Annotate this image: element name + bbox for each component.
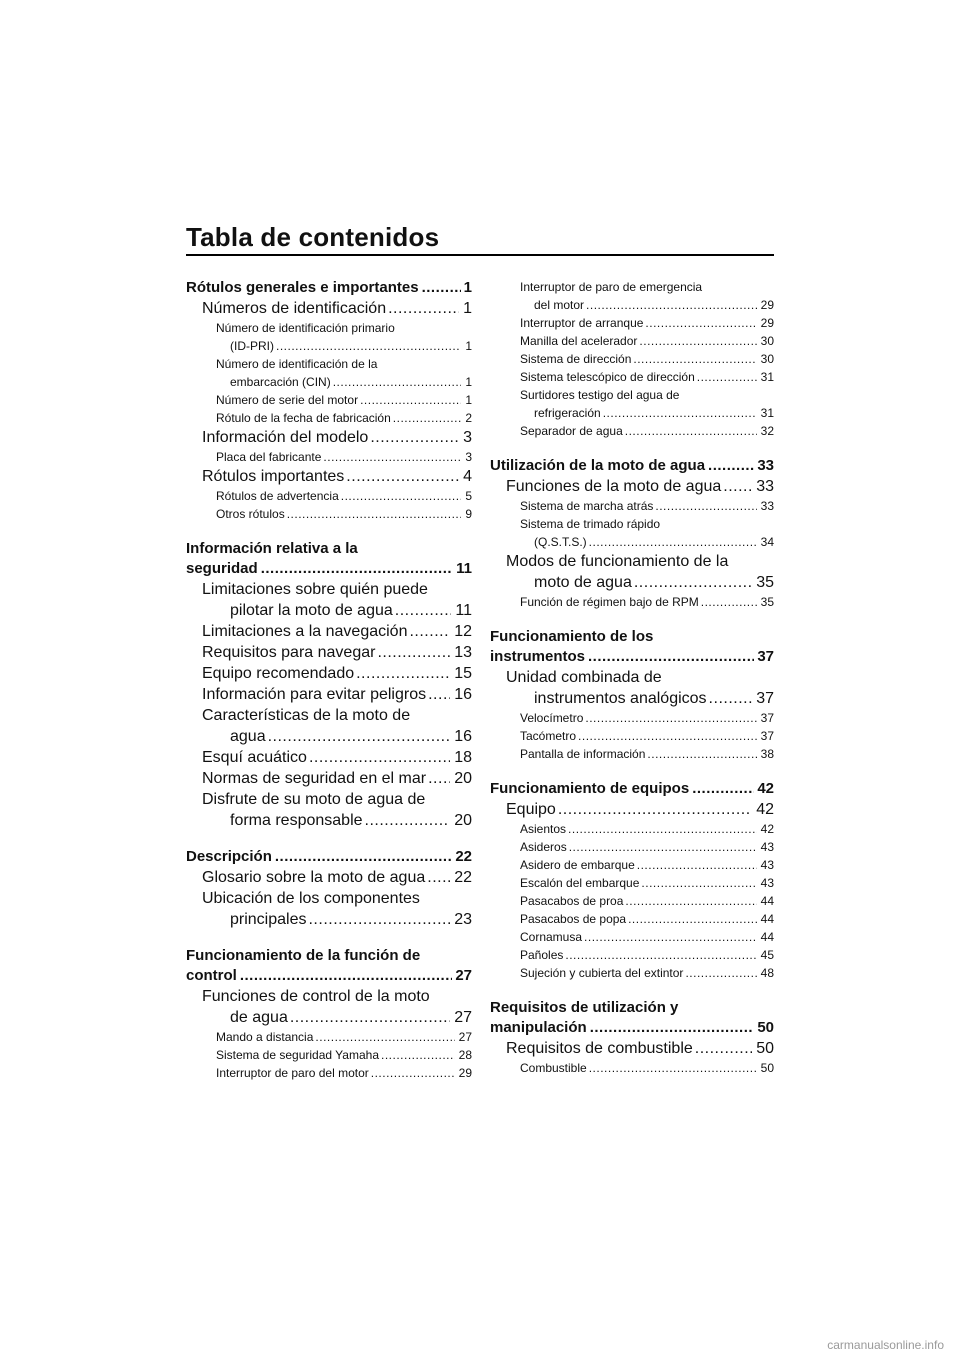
toc-entry-text: manipulación [490,1019,587,1036]
dot-leader [655,497,756,515]
page-number: 45 [760,948,774,962]
page-number: 29 [760,316,774,330]
toc-entry-text: Equipo [506,801,556,818]
toc-entry[interactable] [186,663,472,684]
dot-leader [370,427,459,448]
toc-entry-text: (Q.S.T.S.) [534,535,587,549]
page-number: 29 [458,1066,472,1080]
page-number: 31 [760,370,774,384]
page-number: 37 [760,729,774,743]
toc-entry-text: Requisitos para navegar [202,644,376,661]
toc-subentry[interactable] [490,314,774,332]
toc-entry-text: Manilla del acelerador [520,334,638,348]
toc-entry-text-line: Información relativa a la [186,540,358,557]
toc-entry-text: seguridad [186,560,258,577]
dot-leader [603,404,757,422]
toc-entry[interactable] [186,888,472,930]
dot-leader [590,1018,755,1038]
toc-entry[interactable] [186,768,472,789]
toc-entry[interactable] [490,551,774,593]
toc-entry-text: Velocímetro [520,711,584,725]
toc-subentry[interactable] [490,422,774,440]
page-number: 30 [760,334,774,348]
page-number: 33 [757,457,774,474]
page-number: 31 [760,406,774,420]
page-number: 27 [455,967,472,984]
toc-entry[interactable] [186,684,472,705]
page-number: 3 [463,429,472,446]
dot-leader [569,838,757,856]
dot-leader [365,810,451,831]
page-number: 15 [454,665,472,682]
toc-entry-text: Pasacabos de proa [520,894,624,908]
dot-leader [381,1046,455,1064]
page-number: 27 [458,1030,472,1044]
toc-subentry[interactable] [490,745,774,763]
toc-entry-text: Rótulo de la fecha de fabricación [216,411,391,425]
toc-entry-text: Utilización de la moto de agua [490,457,706,474]
dot-leader [395,600,452,621]
toc-subentry[interactable] [490,1059,774,1077]
page-number: 20 [454,812,472,829]
toc-subentry[interactable] [490,856,774,874]
toc-entry[interactable] [186,427,472,448]
page-number: 29 [760,298,774,312]
toc-subentry[interactable] [490,350,774,368]
toc-entry[interactable] [186,705,472,747]
toc-entry-text-line: Funcionamiento de la función de [186,947,421,964]
toc-entry-text: Interruptor de paro del motor [216,1066,369,1080]
page-number: 48 [760,966,774,980]
dot-leader [428,684,450,705]
dot-leader [639,332,756,350]
toc-entry-text: Asideros [520,840,567,854]
toc-entry-text-line: Disfrute de su moto de agua de [202,791,426,808]
page-number: 28 [458,1048,472,1062]
page-number: 42 [756,801,774,818]
toc-entry-text-line: Características de la moto de [202,707,411,724]
page-number: 43 [760,858,774,872]
dot-leader [692,779,754,799]
dot-leader [261,559,453,579]
toc-section-heading[interactable] [186,847,472,867]
page-number: 42 [757,780,774,797]
page-number: 50 [757,1019,774,1036]
page-number: 3 [465,450,472,464]
toc-entry-text: Escalón del embarque [520,876,640,890]
page-number: 12 [454,623,472,640]
toc-column-right [490,278,774,1077]
section-gap [186,523,472,539]
toc-section-heading[interactable] [490,627,774,667]
dot-leader [709,688,753,709]
toc-entry[interactable] [186,986,472,1028]
toc-subentry[interactable] [490,515,774,551]
toc-entry[interactable] [490,476,774,497]
page-number: 1 [465,375,472,389]
toc-entry-text: Descripción [186,848,272,865]
toc-entry-text-line: Número de identificación de la [216,357,378,371]
dot-leader [360,391,461,409]
page-number: 16 [454,728,472,745]
dot-leader [637,856,757,874]
toc-entry-text: Separador de agua [520,424,623,438]
toc-entry-text-line: Funcionamiento de los [490,628,654,645]
page-number: 34 [760,535,774,549]
page-number: 20 [454,770,472,787]
dot-leader [275,847,452,867]
page-number: 23 [454,911,472,928]
page-number: 42 [760,822,774,836]
dot-leader [290,1007,450,1028]
toc-entry-text: instrumentos analógicos [534,690,707,707]
toc-entry-text: Normas de seguridad en el mar [202,770,427,787]
toc-entry-text: Asidero de embarque [520,858,635,872]
toc-entry-text: Equipo recomendado [202,665,355,682]
page-number: 44 [760,894,774,908]
section-gap [186,831,472,847]
dot-leader [584,928,757,946]
dot-leader [708,456,754,476]
dot-leader [276,337,461,355]
toc-section-heading[interactable] [490,998,774,1038]
dot-leader [422,278,461,298]
toc-entry-text: Tacómetro [520,729,577,743]
dot-leader [371,1064,455,1082]
page-number: 44 [760,930,774,944]
page-title: Tabla de contenidos [186,222,440,252]
toc-subentry[interactable] [490,593,774,611]
page-number: 1 [465,393,472,407]
dot-leader [697,368,757,386]
page-number: 37 [760,711,774,725]
dot-leader [685,964,756,982]
toc-entry-text: Funcionamiento de equipos [490,780,690,797]
toc-entry-text: embarcación (CIN) [230,375,331,389]
toc-entry-text-line: Funciones de control de la moto [202,988,430,1005]
toc-entry-text: Cornamusa [520,930,583,944]
toc-entry[interactable] [186,466,472,487]
toc-entry[interactable] [490,667,774,709]
dot-leader [388,298,459,319]
dot-leader [633,350,756,368]
toc-entry-text: Número de serie del motor [216,393,359,407]
dot-leader [356,663,450,684]
toc-entry[interactable] [186,789,472,831]
page-number: 16 [454,686,472,703]
toc-entry-text: pilotar la moto de agua [230,602,393,619]
page-number: 1 [463,300,472,317]
page-number: 50 [756,1040,774,1057]
toc-subentry[interactable] [490,946,774,964]
section-gap [490,440,774,456]
page-number: 38 [760,747,774,761]
section-gap [490,611,774,627]
dot-leader [309,747,450,768]
title-rule [186,254,774,256]
toc-subentry[interactable] [490,838,774,856]
dot-leader [427,867,450,888]
page-number: 22 [454,869,472,886]
page-number: 35 [756,574,774,591]
toc-entry[interactable] [186,642,472,663]
page-number: 22 [455,848,472,865]
toc-entry-text-line: Surtidores testigo del agua de [520,388,680,402]
toc-entry-text: agua [230,728,266,745]
page-number: 43 [760,876,774,890]
toc-subentry[interactable] [490,368,774,386]
toc-subentry[interactable] [490,964,774,982]
toc-subentry[interactable] [186,391,472,409]
toc-entry-text: forma responsable [230,812,363,829]
watermark-text: carmanualsonline.info [827,1338,944,1352]
dot-leader [323,448,461,466]
toc-subentry[interactable] [490,820,774,838]
page-number: 33 [760,499,774,513]
toc-section-heading[interactable] [490,456,774,476]
page-number: 50 [760,1061,774,1075]
dot-leader [428,768,450,789]
dot-leader [393,409,462,427]
dot-leader [701,593,757,611]
page-number: 2 [465,411,472,425]
toc-subentry[interactable] [490,727,774,745]
dot-leader [568,820,757,838]
dot-leader [585,709,756,727]
dot-leader [634,572,752,593]
dot-leader [641,874,756,892]
dot-leader [268,726,451,747]
toc-entry-text: refrigeración [534,406,601,420]
toc-entry-text: Limitaciones a la navegación [202,623,408,640]
toc-entry[interactable] [186,747,472,768]
toc-subentry[interactable] [490,709,774,727]
toc-entry-text: Combustible [520,1061,587,1075]
page-number: 1 [463,279,472,296]
page-number: 27 [454,1009,472,1026]
toc-entry-text: Mando a distancia [216,1030,314,1044]
toc-entry-text-line: Unidad combinada de [506,669,662,686]
page-number: 32 [760,424,774,438]
dot-leader [409,621,450,642]
toc-subentry[interactable] [490,386,774,422]
toc-entry-text: Glosario sobre la moto de agua [202,869,426,886]
toc-subentry[interactable] [490,497,774,515]
toc-entry-text: Otros rótulos [216,507,285,521]
toc-subentry[interactable] [186,487,472,505]
page-number: 37 [757,648,774,665]
dot-leader [578,727,757,745]
dot-leader [625,422,757,440]
dot-leader [695,1038,752,1059]
dot-leader [625,892,756,910]
dot-leader [565,946,756,964]
section-gap [490,982,774,998]
toc-subentry[interactable] [490,928,774,946]
dot-leader [287,505,462,523]
page-number: 43 [760,840,774,854]
page-number: 5 [465,489,472,503]
toc-entry[interactable] [490,1038,774,1059]
section-gap [186,930,472,946]
dot-leader [315,1028,454,1046]
toc-section-heading[interactable] [186,278,472,298]
toc-entry[interactable] [186,621,472,642]
toc-entry-text-line: Requisitos de utilización y [490,999,679,1016]
toc-entry-text: Sistema de seguridad Yamaha [216,1048,379,1062]
dot-leader [589,533,757,551]
dot-leader [628,910,757,928]
toc-entry-text-line: Ubicación de los componentes [202,890,420,907]
toc-entry-text: Sistema telescópico de dirección [520,370,695,384]
toc-subentry[interactable] [186,1064,472,1082]
toc-entry-text-line: Interruptor de paro de emergencia [520,280,703,294]
toc-entry-text-line: Número de identificación primario [216,321,395,335]
toc-subentry[interactable] [186,505,472,523]
toc-entry-text: principales [230,911,307,928]
toc-section-heading[interactable] [186,539,472,579]
toc-entry-text: Asientos [520,822,567,836]
page-number: 4 [463,468,472,485]
toc-subentry[interactable] [490,278,774,314]
toc-subentry[interactable] [186,355,472,391]
toc-entry-text: (ID-PRI) [230,339,274,353]
toc-subentry[interactable] [490,332,774,350]
page-number: 30 [760,352,774,366]
page-number: 18 [454,749,472,766]
toc-entry-text: Interruptor de arranque [520,316,644,330]
toc-entry-text: Esquí acuático [202,749,307,766]
toc-entry-text: Pantalla de información [520,747,646,761]
dot-leader [588,647,754,667]
toc-subentry[interactable] [186,1028,472,1046]
toc-entry-text-line: Sistema de trimado rápido [520,517,661,531]
page-number: 37 [756,690,774,707]
page-number: 9 [465,507,472,521]
toc-entry-text: instrumentos [490,648,586,665]
toc-entry-text: Números de identificación [202,300,387,317]
dot-leader [586,296,757,314]
toc-subentry[interactable] [186,448,472,466]
toc-entry-text: Sistema de marcha atrás [520,499,654,513]
page-number: 11 [456,560,472,577]
toc-subentry[interactable] [490,910,774,928]
dot-leader [558,799,752,820]
page-number: 1 [465,339,472,353]
dot-leader [341,487,462,505]
toc-section-heading[interactable] [490,779,774,799]
toc-entry-text: Sujeción y cubierta del extintor [520,966,684,980]
toc-entry-text: moto de agua [534,574,632,591]
dot-leader [589,1059,757,1077]
page-number: 13 [454,644,472,661]
section-gap [490,763,774,779]
toc-subentry[interactable] [186,409,472,427]
dot-leader [647,745,756,763]
toc-subentry[interactable] [490,874,774,892]
toc-entry-text-line: Modos de funcionamiento de la [506,553,729,570]
toc-subentry[interactable] [186,319,472,355]
dot-leader [333,373,462,391]
toc-entry-text: Funciones de la moto de agua [506,478,722,495]
toc-entry-text: Rótulos de advertencia [216,489,339,503]
toc-entry[interactable] [186,298,472,319]
toc-entry-text: Rótulos importantes [202,468,345,485]
toc-entry-text: Sistema de dirección [520,352,632,366]
page-number: 33 [756,478,774,495]
toc-entry-text: Placa del fabricante [216,450,322,464]
toc-subentry[interactable] [490,892,774,910]
dot-leader [645,314,756,332]
page-number: 11 [455,602,472,619]
toc-entry-text: Pasacabos de popa [520,912,627,926]
toc-entry-text: Pañoles [520,948,564,962]
toc-entry-text: del motor [534,298,585,312]
toc-entry[interactable] [186,579,472,621]
toc-section-heading[interactable] [186,946,472,986]
dot-leader [346,466,459,487]
toc-entry[interactable] [490,799,774,820]
toc-entry[interactable] [186,867,472,888]
toc-column-left [186,278,472,1082]
toc-entry-text: Información del modelo [202,429,369,446]
dot-leader [240,966,452,986]
page-number: 35 [760,595,774,609]
toc-entry-text-line: Limitaciones sobre quién puede [202,581,428,598]
toc-entry-text: Información para evitar peligros [202,686,427,703]
dot-leader [377,642,450,663]
dot-leader [723,476,752,497]
toc-entry-text: Función de régimen bajo de RPM [520,595,699,609]
toc-subentry[interactable] [186,1046,472,1064]
dot-leader [308,909,450,930]
toc-entry-text: control [186,967,237,984]
page-number: 44 [760,912,774,926]
toc-entry-text: de agua [230,1009,288,1026]
toc-entry-text: Rótulos generales e importantes [186,279,419,296]
toc-entry-text: Requisitos de combustible [506,1040,693,1057]
